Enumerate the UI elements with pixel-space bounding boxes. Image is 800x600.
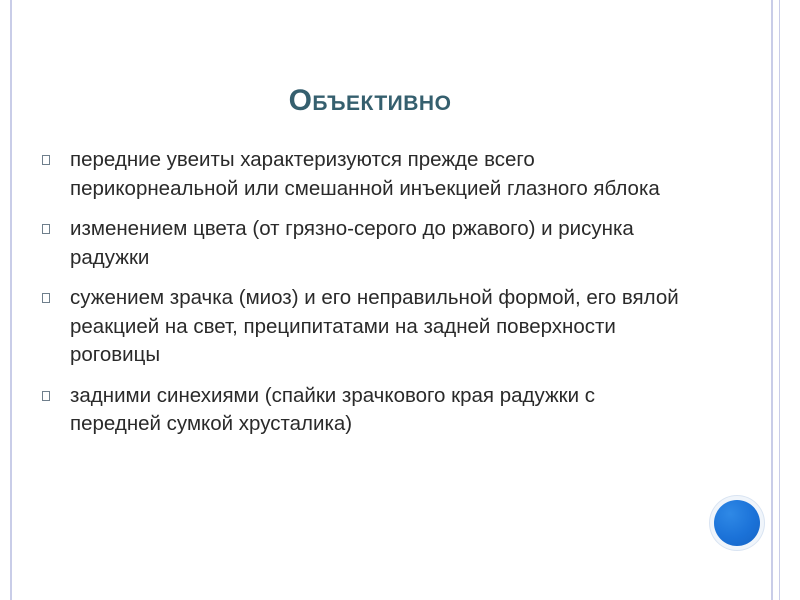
bullet-text: изменением цвета (от грязно-серого до ржавого) и рисунка радужки xyxy=(70,217,634,269)
list-item xyxy=(40,146,690,203)
list-item xyxy=(40,382,690,439)
right-border-rule-outer xyxy=(771,0,773,600)
square-bullet-icon xyxy=(42,293,50,303)
square-bullet-icon xyxy=(42,391,50,401)
right-border-rule-inner xyxy=(779,0,780,600)
square-bullet-icon xyxy=(42,155,50,165)
list-item xyxy=(40,215,690,272)
bullet-text: передние увеиты характеризуются прежде всего перикорнеальной или смешанной инъекцией глазного яблока xyxy=(70,148,660,200)
blue-circle-icon xyxy=(714,500,760,546)
square-bullet-icon xyxy=(42,224,50,234)
bullet-text: задними синехиями (спайки зрачкового края радужки с передней сумкой хрусталика) xyxy=(70,383,596,435)
bullet-text: сужением зрачка (миоз) и его неправильной формой, его вялой реакцией на свет, преципитатами на задней поверхности роговицы xyxy=(70,286,679,366)
slide-title: Объективно xyxy=(288,84,452,117)
bullet-list xyxy=(40,146,690,451)
list-item xyxy=(40,284,690,370)
